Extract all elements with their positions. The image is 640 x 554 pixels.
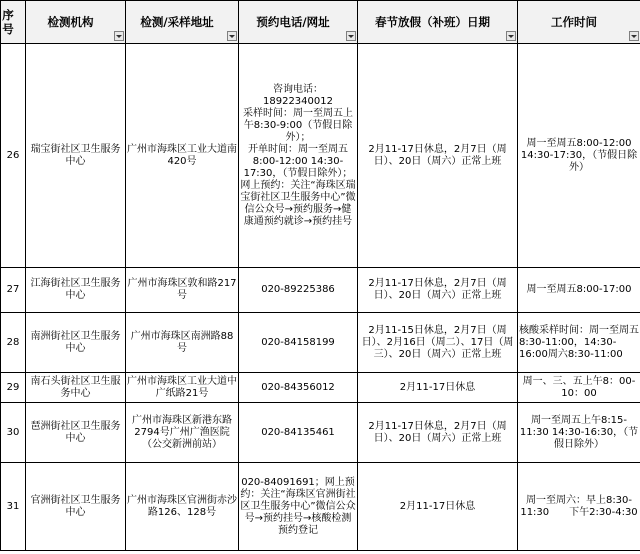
row-hours: 周一至周六：早上8:30-11:30 下午2:30-4:30 — [518, 463, 640, 551]
row-addr: 广州市海珠区南洲路88号 — [126, 313, 239, 373]
row-no: 31 — [1, 463, 26, 551]
header-holiday — [358, 1, 518, 44]
row-no: 26 — [1, 44, 26, 268]
row-phone: 咨询电话：18922340012 采样时间：周一至周五上午8:30-9:00（节假日除外）； 开单时间：周一至周五8:00-12:00 14:30-17:30，（节假日除外）； 网上预约：关注“海珠区瑞宝街社区卫生服务中心”微信公众号→预约服务→健康通预约就诊→预约挂号 — [239, 44, 358, 268]
row-addr: 广州市海珠区新港东路2794号广州广渔医院（公交新洲前站） — [126, 403, 239, 463]
header-addr — [126, 1, 239, 44]
table-row — [1, 463, 640, 551]
row-addr: 广州市海珠区官洲街赤沙路126、128号 — [126, 463, 239, 551]
filter-dropdown-icon[interactable] — [629, 31, 639, 41]
filter-dropdown-icon[interactable] — [114, 31, 124, 41]
row-org: 南洲街社区卫生服务中心 — [26, 313, 126, 373]
row-addr: 广州市海珠区工业大道中广纸路21号 — [126, 373, 239, 403]
row-phone: 020-84091691；网上预约：关注“海珠区官洲街社区卫生服务中心”微信公众号→预约挂号→核酸检测预约登记 — [239, 463, 358, 551]
header-hours-label: 工作时间 — [551, 15, 597, 29]
row-no: 30 — [1, 403, 26, 463]
row-no: 28 — [1, 313, 26, 373]
filter-dropdown-icon[interactable] — [227, 31, 237, 41]
header-org-label: 检测机构 — [47, 15, 94, 29]
row-org: 江海街社区卫生服务中心 — [26, 268, 126, 313]
header-holiday-label: 春节放假（补班）日期 — [375, 15, 490, 29]
row-org: 瑞宝街社区卫生服务中心 — [26, 44, 126, 268]
filter-dropdown-icon[interactable] — [346, 31, 356, 41]
row-no: 27 — [1, 268, 26, 313]
header-hours — [518, 1, 640, 44]
row-phone: 020-84135461 — [239, 403, 358, 463]
table-row — [1, 268, 640, 313]
row-holiday: 2月11-17日休息，2月7日（周日）、20日（周六）正常上班 — [358, 403, 518, 463]
row-hours: 周一、三、五上午8：00-10：00 — [518, 373, 640, 403]
table-row — [1, 44, 640, 268]
row-org: 琶洲街社区卫生服务中心 — [26, 403, 126, 463]
row-addr: 广州市海珠区敦和路217号 — [126, 268, 239, 313]
header-addr-label: 检测/采样地址 — [140, 15, 214, 29]
row-addr: 广州市海珠区工业大道南420号 — [126, 44, 239, 268]
row-org: 官洲街社区卫生服务中心 — [26, 463, 126, 551]
row-hours: 核酸采样时间：周一至周五8:30-11:00，14:30-16:00周六8:30-11:00 — [518, 313, 640, 373]
table-row — [1, 403, 640, 463]
header-phone-label: 预约电话/网址 — [256, 15, 330, 29]
row-org: 南石头街社区卫生服务中心 — [26, 373, 126, 403]
table-row — [1, 313, 640, 373]
row-holiday: 2月11-17日休息 — [358, 373, 518, 403]
row-hours: 周一至周五8:00-12:00 14:30-17:30，（节假日除外） — [518, 44, 640, 268]
row-holiday: 2月11-17日休息 — [358, 463, 518, 551]
row-hours: 周一至周五上午8:15-11:30 14:30-16:30，（节假日除外） — [518, 403, 640, 463]
row-phone: 020-84158199 — [239, 313, 358, 373]
filter-dropdown-icon[interactable] — [506, 31, 516, 41]
row-hours: 周一至周五8:00-17:00 — [518, 268, 640, 313]
header-phone — [239, 1, 358, 44]
row-phone: 020-84356012 — [239, 373, 358, 403]
row-phone: 020-89225386 — [239, 268, 358, 313]
header-org — [26, 1, 126, 44]
row-holiday: 2月11-15日休息，2月7日（周日）、2月16日（周二）、17日（周三）、20日（周六）正常上班 — [358, 313, 518, 373]
header-no-label: 序号 — [2, 8, 14, 36]
table-row — [1, 373, 640, 403]
row-holiday: 2月11-17日休息，2月7日（周日）、20日（周六）正常上班 — [358, 268, 518, 313]
header-no — [1, 1, 26, 44]
row-no: 29 — [1, 373, 26, 403]
row-holiday: 2月11-17日休息，2月7日（周日）、20日（周六）正常上班 — [358, 44, 518, 268]
header-row — [1, 1, 640, 44]
